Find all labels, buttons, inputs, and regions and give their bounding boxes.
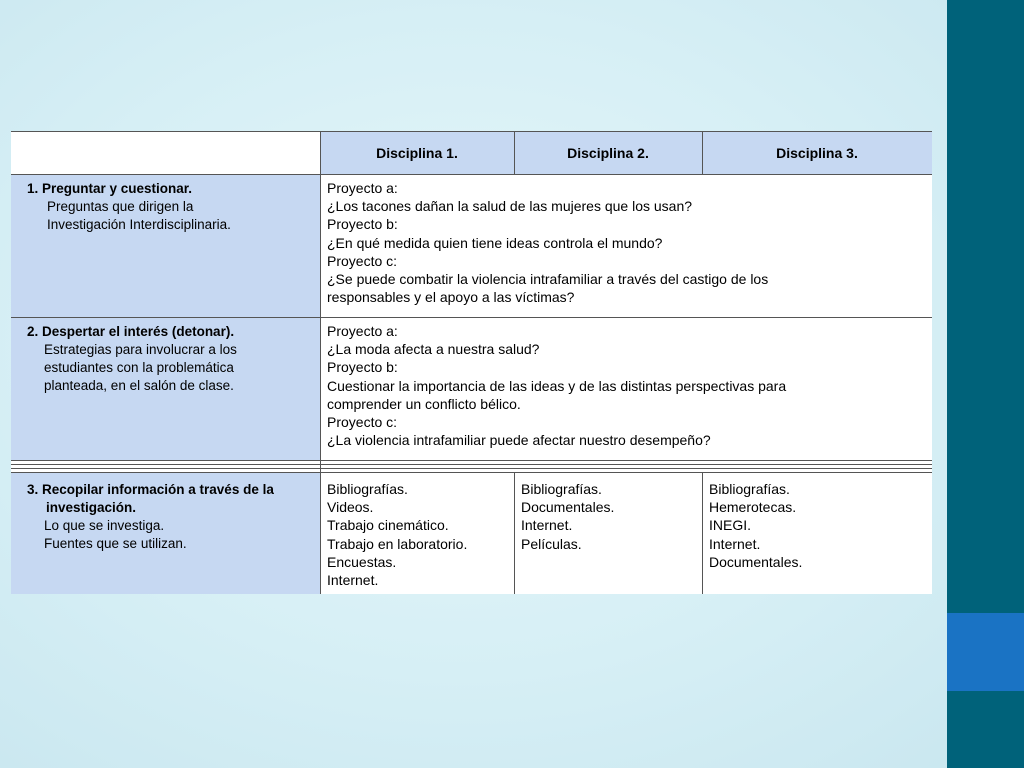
row-3-sub-line: Fuentes que se utilizan. (44, 536, 187, 551)
row-2-sub-line: Estrategias para involucrar a los (44, 342, 237, 357)
row-1-content-line: responsables y el apoyo a las víctimas? (327, 289, 575, 306)
row-3-col1-item: Bibliografías. (327, 481, 408, 497)
table-rule (11, 472, 932, 473)
header-disciplina-2: Disciplina 2. (514, 131, 702, 174)
row-2-heading (11, 317, 320, 460)
row-3-title: 3. Recopilar información a través de la (27, 482, 274, 497)
table-col-divider (320, 131, 321, 594)
row-3-disciplina-2 (514, 472, 702, 594)
row-2-sub-line: estudiantes con la problemática (44, 360, 234, 375)
row-3-col3-item: Internet. (709, 535, 761, 552)
row-3-col3-item: INEGI. (709, 517, 752, 534)
row-1-sub-line: Investigación Interdisciplinaria. (47, 217, 231, 232)
interdisciplinary-table (11, 131, 932, 594)
row-2-content-line: Proyecto a: (327, 323, 398, 339)
table-col-divider (702, 131, 703, 174)
decorative-side-accent (947, 613, 1024, 691)
row-1-content-line: Proyecto c: (327, 252, 398, 269)
table-col-divider (514, 472, 515, 594)
row-1-content-line: ¿Los tacones dañan la salud de las mujeres que los usan? (327, 198, 693, 215)
row-3-title-cont: investigación. (46, 500, 137, 515)
table-col-divider (702, 472, 703, 594)
table-rule (11, 460, 932, 461)
row-3-col1-item: Videos. (327, 499, 374, 516)
header-disciplina-1: Disciplina 1. (320, 131, 514, 174)
row-1-content-line: ¿En qué medida quien tiene ideas controla el mundo? (327, 234, 663, 251)
row-3-col1-item: Encuestas. (327, 553, 397, 570)
row-2-title: 2. Despertar el interés (detonar). (27, 324, 235, 339)
row-3-col1-item: Trabajo en laboratorio. (327, 535, 468, 552)
header-disciplina-3: Disciplina 3. (702, 131, 932, 174)
row-3-disciplina-3 (702, 472, 932, 594)
row-3-col1-item: Trabajo cinemático. (327, 517, 449, 534)
table-rule (11, 317, 932, 318)
row-3-col3-item: Documentales. (709, 553, 803, 570)
row-3-col2-item: Bibliografías. (521, 481, 602, 497)
table-border-top (11, 131, 932, 132)
row-3-col3-item: Bibliografías. (709, 481, 790, 497)
row-2-content-line: ¿La violencia intrafamiliar puede afectar nuestro desempeño? (327, 432, 711, 449)
row-2-sub-line: planteada, en el salón de clase. (44, 378, 234, 393)
row-2-content-line: ¿La moda afecta a nuestra salud? (327, 341, 540, 358)
row-3-disciplina-1 (320, 472, 514, 594)
row-1-title: 1. Preguntar y cuestionar. (27, 181, 193, 196)
row-1-content-line: ¿Se puede combatir la violencia intrafamiliar a través del castigo de los (327, 271, 769, 288)
row-2-content-line: Proyecto b: (327, 359, 398, 376)
table-rule (11, 468, 932, 469)
row-3-col2-item: Internet. (521, 517, 573, 534)
row-separator-strip (11, 460, 932, 472)
row-1-content-line: Proyecto a: (327, 180, 398, 196)
row-2-content (320, 317, 932, 460)
row-3-sub-line: Lo que se investiga. (44, 518, 165, 533)
row-1-content (320, 174, 932, 317)
table-col-divider (514, 131, 515, 174)
row-1-heading (11, 174, 320, 317)
header-blank-cell (11, 131, 320, 174)
row-3-heading (11, 472, 320, 594)
row-2-content-line: Cuestionar la importancia de las ideas y de las distintas perspectivas para (327, 377, 787, 394)
table-rule (11, 174, 932, 175)
row-3-col2-item: Películas. (521, 535, 582, 552)
row-3-col2-item: Documentales. (521, 499, 615, 516)
row-2-content-line: Proyecto c: (327, 414, 398, 431)
row-1-sub-line: Preguntas que dirigen la (47, 199, 194, 214)
row-3-col1-item: Internet. (327, 572, 379, 589)
row-2-content-line: comprender un conflicto bélico. (327, 395, 521, 412)
row-1-content-line: Proyecto b: (327, 216, 398, 233)
table-rule (11, 464, 932, 465)
row-3-col3-item: Hemerotecas. (709, 499, 797, 516)
